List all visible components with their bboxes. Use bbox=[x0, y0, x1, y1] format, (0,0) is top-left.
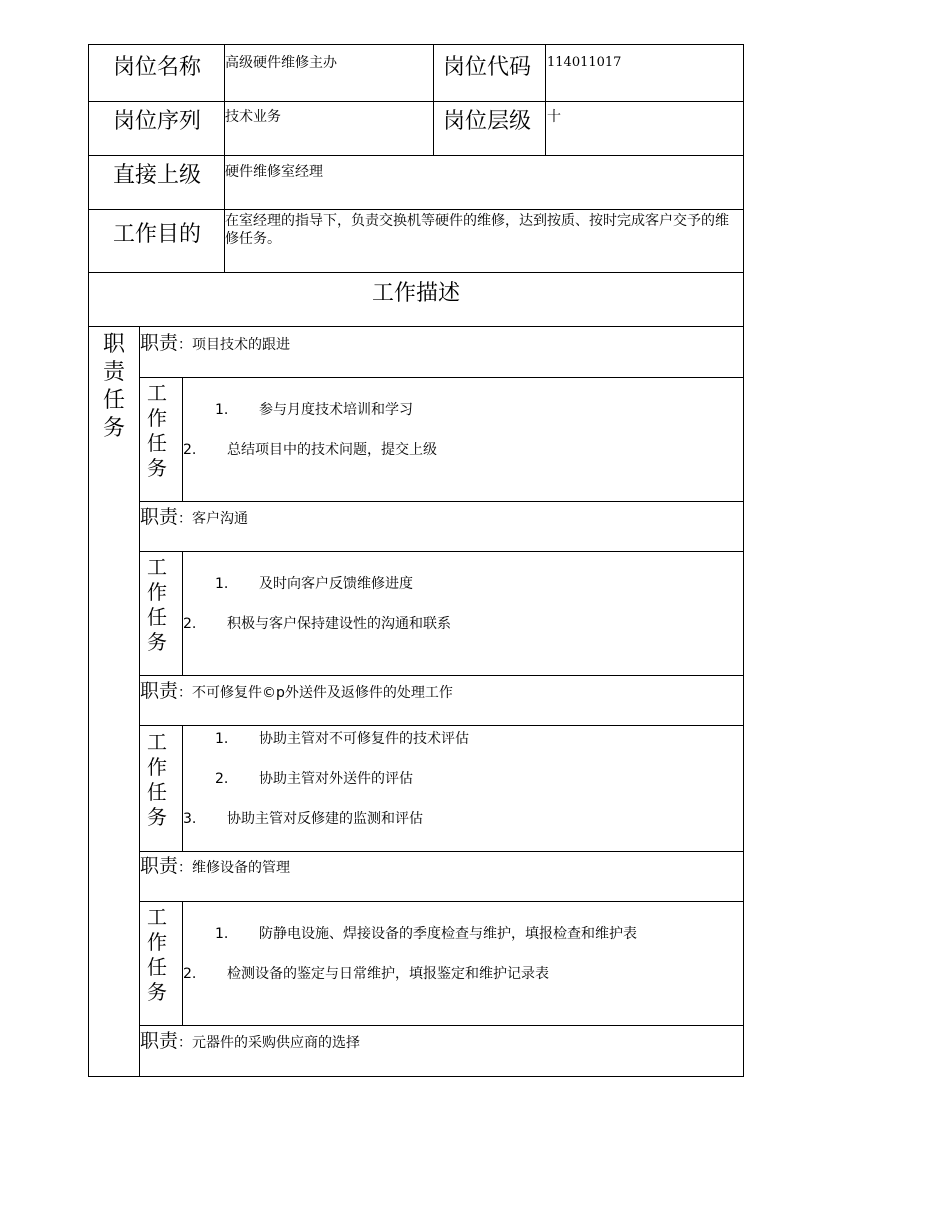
row-divider bbox=[139, 377, 744, 378]
task-item: 2. 总结项目中的技术问题，提交上级 bbox=[183, 442, 437, 458]
row-divider bbox=[88, 272, 744, 273]
supervisor-value: 硬件维修室经理 bbox=[225, 164, 323, 180]
purpose-label: 工作目的 bbox=[113, 222, 202, 247]
row-divider bbox=[139, 851, 744, 852]
supervisor-label: 直接上级 bbox=[113, 163, 202, 188]
series-label: 岗位序列 bbox=[113, 109, 202, 134]
row-divider bbox=[139, 725, 744, 726]
task-item: 1. 协助主管对不可修复件的技术评估 bbox=[215, 731, 469, 747]
task-label: 工 作 任 务 bbox=[147, 905, 167, 1004]
duty-heading: 职责：不可修复件©p外送件及返修件的处理工作 bbox=[140, 680, 453, 702]
task-col-divider bbox=[182, 725, 183, 851]
level-label: 岗位层级 bbox=[443, 109, 532, 134]
row-divider bbox=[139, 501, 744, 502]
task-item: 2. 积极与客户保持建设性的沟通和联系 bbox=[183, 616, 451, 632]
col-divider bbox=[545, 44, 546, 156]
task-label: 工 作 任 务 bbox=[147, 555, 167, 654]
row-divider bbox=[139, 1025, 744, 1026]
task-item: 3. 协助主管对反修建的监测和评估 bbox=[183, 811, 423, 827]
duty-heading: 职责：元器件的采购供应商的选择 bbox=[140, 1030, 361, 1052]
task-item: 2. 检测设备的鉴定与日常维护，填报鉴定和维护记录表 bbox=[183, 966, 549, 982]
row-divider bbox=[88, 155, 744, 156]
duty-heading: 职责：项目技术的跟进 bbox=[140, 332, 291, 354]
task-item: 2. 协助主管对外送件的评估 bbox=[215, 771, 413, 787]
section-title: 工作描述 bbox=[372, 281, 461, 306]
position-name-label: 岗位名称 bbox=[113, 55, 202, 80]
row-divider bbox=[88, 209, 744, 210]
position-code-label: 岗位代码 bbox=[443, 55, 532, 80]
col-divider bbox=[433, 44, 434, 156]
position-code-value: 114011017 bbox=[547, 55, 622, 70]
duty-heading: 职责：维修设备的管理 bbox=[140, 855, 291, 877]
duty-heading: 职责：客户沟通 bbox=[140, 506, 249, 528]
row-divider bbox=[88, 101, 744, 102]
purpose-value: 在室经理的指导下，负责交换机等硬件的维修，达到按质、按时完成客户交予的维修任务。 bbox=[225, 213, 729, 247]
level-value: 十 bbox=[547, 109, 561, 125]
row-divider bbox=[88, 326, 744, 327]
series-value: 技术业务 bbox=[225, 109, 281, 125]
row-divider bbox=[139, 675, 744, 676]
side-label: 职 责 任 务 bbox=[102, 332, 125, 441]
task-label: 工 作 任 务 bbox=[147, 730, 167, 829]
task-label: 工 作 任 务 bbox=[147, 381, 167, 480]
row-divider bbox=[139, 551, 744, 552]
task-item: 1. 防静电设施、焊接设备的季度检查与维护，填报检查和维护表 bbox=[215, 926, 637, 942]
row-divider bbox=[139, 901, 744, 902]
position-name-value: 高级硬件维修主办 bbox=[225, 55, 337, 71]
task-item: 1. 及时向客户反馈维修进度 bbox=[215, 576, 413, 592]
task-item: 1. 参与月度技术培训和学习 bbox=[215, 402, 413, 418]
